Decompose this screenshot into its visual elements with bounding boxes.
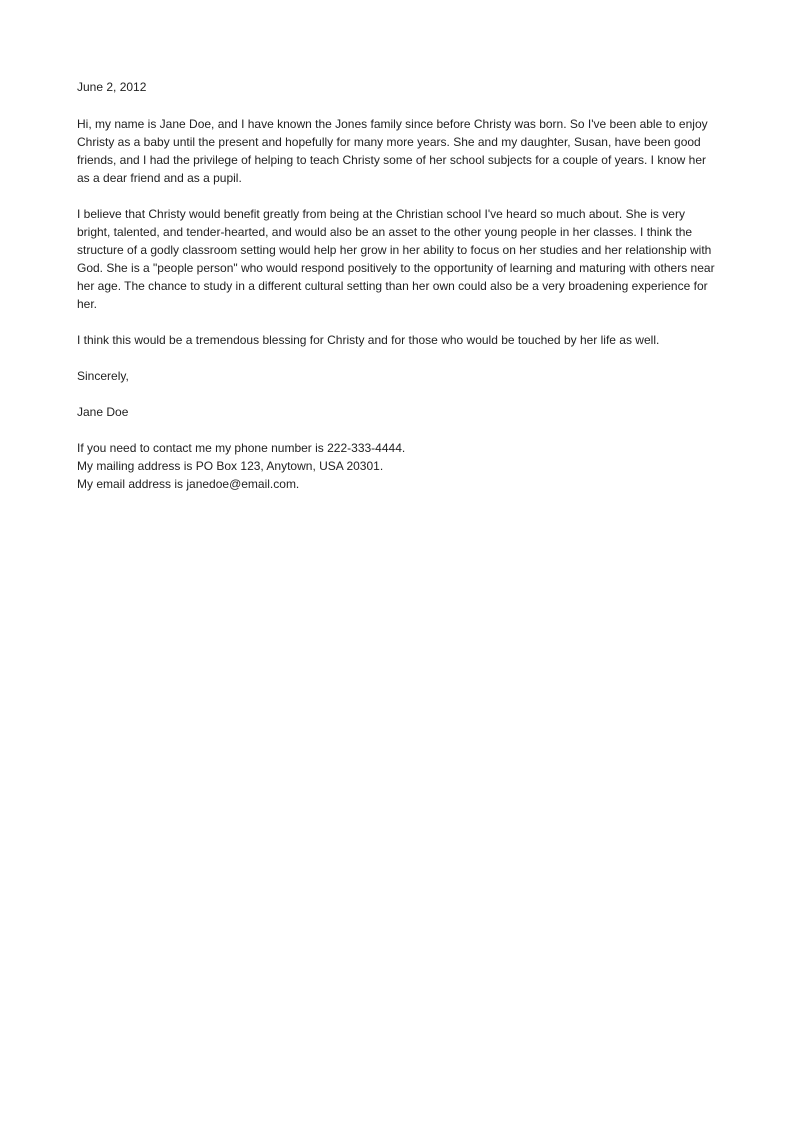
paragraph-conclusion: I think this would be a tremendous blessing for Christy and for those who would be touched by her life as well. xyxy=(77,333,660,347)
letter-closing: Sincerely, xyxy=(77,369,129,383)
contact-address: My mailing address is PO Box 123, Anytown, USA 20301. xyxy=(77,459,384,473)
paragraph-introduction: Hi, my name is Jane Doe, and I have known the Jones family since before Christy was born. So I've been able to enjoy Christy as a baby until the present and hopefully for many more years. She and my daughter, Susan, have been good friends, and I had the privilege of helping to teach Christy some of her school subjects for a couple of years. I know her as a dear friend and as a pupil. xyxy=(77,117,708,185)
contact-phone: If you need to contact me my phone number is 222-333-4444. xyxy=(77,441,406,455)
letter-signature: Jane Doe xyxy=(77,405,129,419)
contact-block xyxy=(77,439,717,493)
contact-email: My email address is janedoe@email.com. xyxy=(77,477,300,491)
paragraph-recommendation: I believe that Christy would benefit greatly from being at the Christian school I've heard so much about. She is very bright, talented, and tender-hearted, and would also be an asset to the other young people in her classes. I think the structure of a godly classroom setting would help her grow in her ability to focus on her studies and her relationship with God. She is a "people person" who would respond positively to the opportunity of learning and maturing with others near her age. The chance to study in a different cultural setting than her own could also be a very broadening experience for her. xyxy=(77,207,715,311)
letter-body xyxy=(77,78,717,493)
letter-date: June 2, 2012 xyxy=(77,80,147,94)
